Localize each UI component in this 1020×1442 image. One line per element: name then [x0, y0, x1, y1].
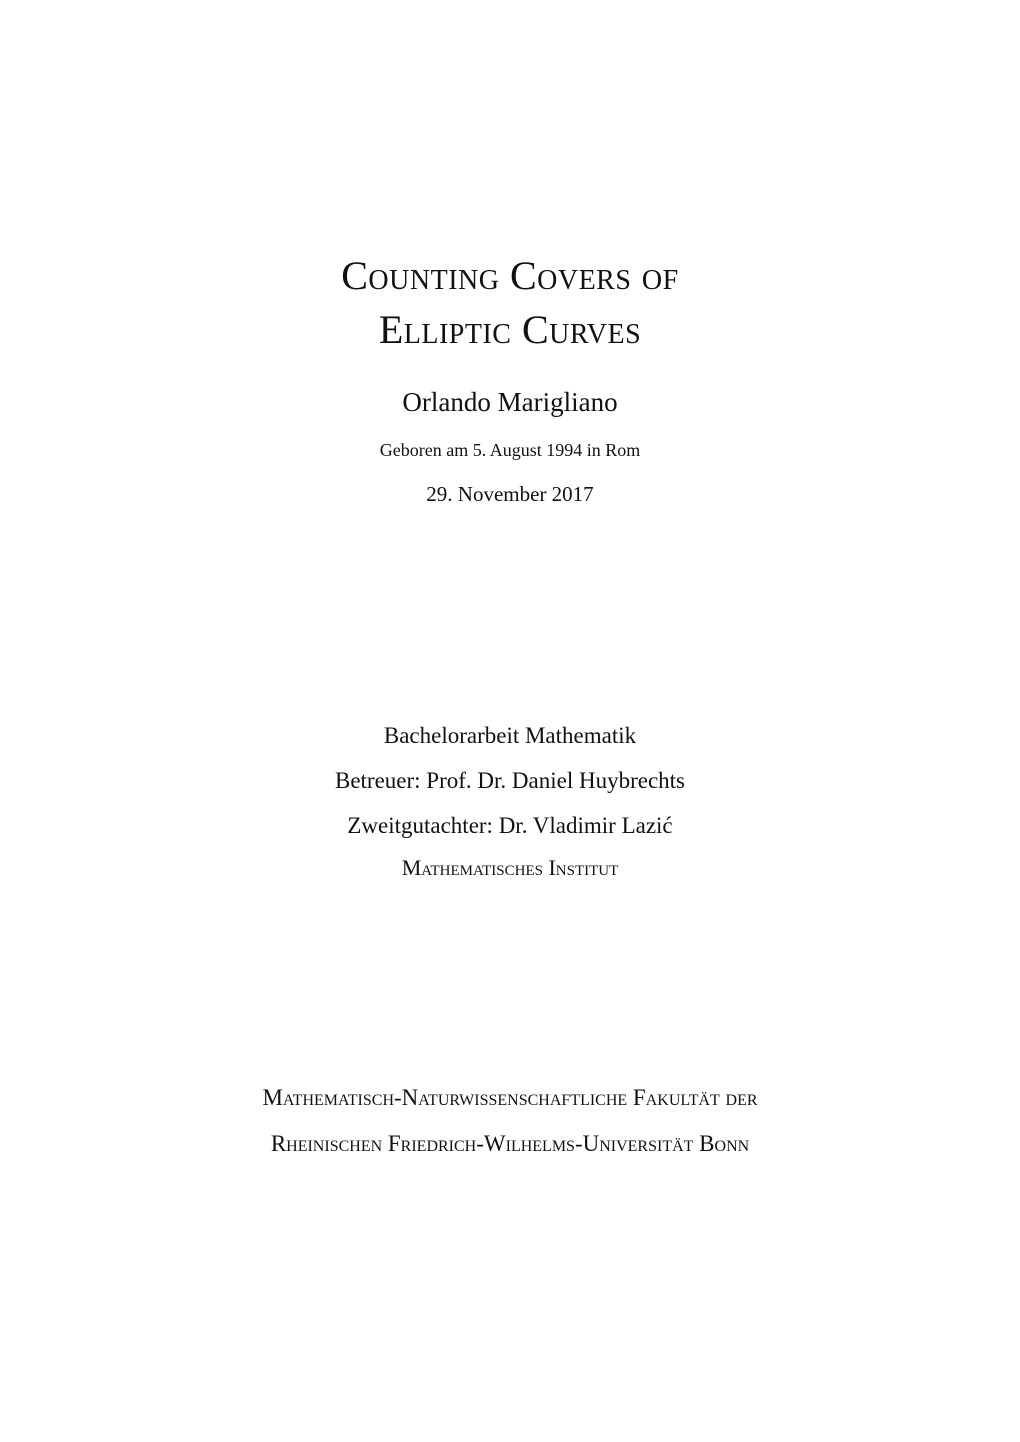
faculty-line-2: Rheinischen Friedrich-Wilhelms-Universität Bonn [270, 1131, 750, 1156]
advisor: Betreuer: Prof. Dr. Daniel Huybrechts [334, 768, 685, 793]
birth-info: Geboren am 5. August 1994 in Rom [379, 440, 641, 460]
submission-date: 29. November 2017 [426, 482, 594, 506]
title-line-1: Counting Covers of [341, 253, 679, 298]
thesis-type: Bachelorarbeit Mathematik [383, 723, 637, 748]
author-name: Orlando Marigliano [402, 387, 618, 417]
faculty-line-1: Mathematisch-Naturwissenschaftliche Fakultät der [262, 1085, 758, 1110]
second-reviewer: Zweitgutachter: Dr. Vladimir Lazić [347, 813, 673, 838]
title-line-2: Elliptic Curves [378, 307, 642, 352]
institute: Mathematisches Institut [401, 855, 619, 880]
